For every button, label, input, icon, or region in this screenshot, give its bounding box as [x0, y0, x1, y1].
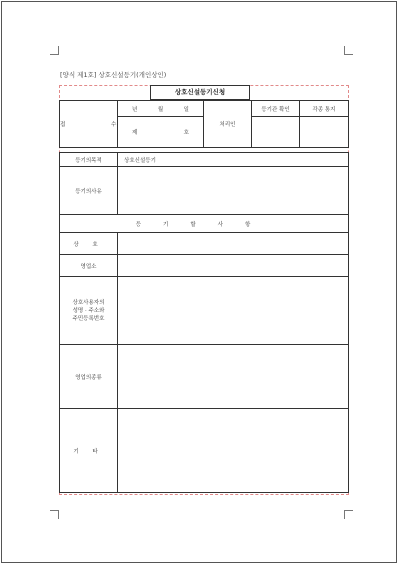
- business-type-label: 영업의종류: [60, 345, 118, 409]
- business-place-label: 영업소: [60, 255, 118, 277]
- registration-purpose-label: 등기의목적: [60, 153, 118, 167]
- form-title: 상호신설등기신청: [150, 85, 250, 100]
- crop-mark-bottom-right: [344, 510, 353, 519]
- table-row: [60, 277, 349, 345]
- trade-name-label: 상 호: [60, 233, 118, 255]
- table-row: [60, 215, 349, 233]
- processor-label: 처리인: [204, 101, 252, 148]
- registration-purpose-field[interactable]: 상호신설등기: [118, 153, 349, 167]
- reception-date-cell: [118, 101, 204, 117]
- table-row: [60, 345, 349, 409]
- section-header: 등기할사항: [60, 215, 349, 233]
- crop-mark-top-left: [50, 46, 59, 55]
- crop-mark-top-right: [344, 46, 353, 55]
- number-unit-label: 호: [183, 130, 189, 137]
- notice-label: 각종 통지: [300, 101, 349, 117]
- number-label: 제: [132, 130, 138, 137]
- registration-table: [59, 152, 349, 493]
- business-place-field[interactable]: [118, 255, 349, 277]
- table-row: [60, 153, 349, 167]
- registration-cause-label: 등기의사유: [60, 167, 118, 215]
- user-info-label-line-2: 성명 · 주소와: [72, 307, 105, 314]
- date-month-label: 월: [157, 106, 164, 113]
- table-row: [60, 255, 349, 277]
- trade-name-field[interactable]: [118, 233, 349, 255]
- document-page: [1, 1, 397, 563]
- registration-cause-field[interactable]: [118, 167, 349, 215]
- user-info-label: [60, 277, 118, 345]
- reception-label: 접 수: [60, 101, 118, 148]
- notice-field[interactable]: [300, 117, 349, 148]
- date-year-label: 년: [132, 106, 138, 113]
- date-day-label: 일: [183, 106, 189, 113]
- reception-table: [59, 100, 349, 148]
- table-row: [60, 167, 349, 215]
- form-header-label: [양식 제1호] 상호신설등기(개인상인): [60, 71, 167, 79]
- user-info-label-line-1: 상호사용자의: [72, 299, 105, 306]
- other-field[interactable]: [118, 409, 349, 493]
- user-info-label-line-3: 주민등록번호: [72, 315, 105, 322]
- table-row: [60, 409, 349, 493]
- registrar-check-label: 등기관 확인: [252, 101, 300, 117]
- user-info-field[interactable]: [118, 277, 349, 345]
- registrar-check-field[interactable]: [252, 117, 300, 148]
- other-label: 기 타: [60, 409, 118, 493]
- business-type-field[interactable]: [118, 345, 349, 409]
- crop-mark-bottom-left: [50, 510, 59, 519]
- table-row: [60, 233, 349, 255]
